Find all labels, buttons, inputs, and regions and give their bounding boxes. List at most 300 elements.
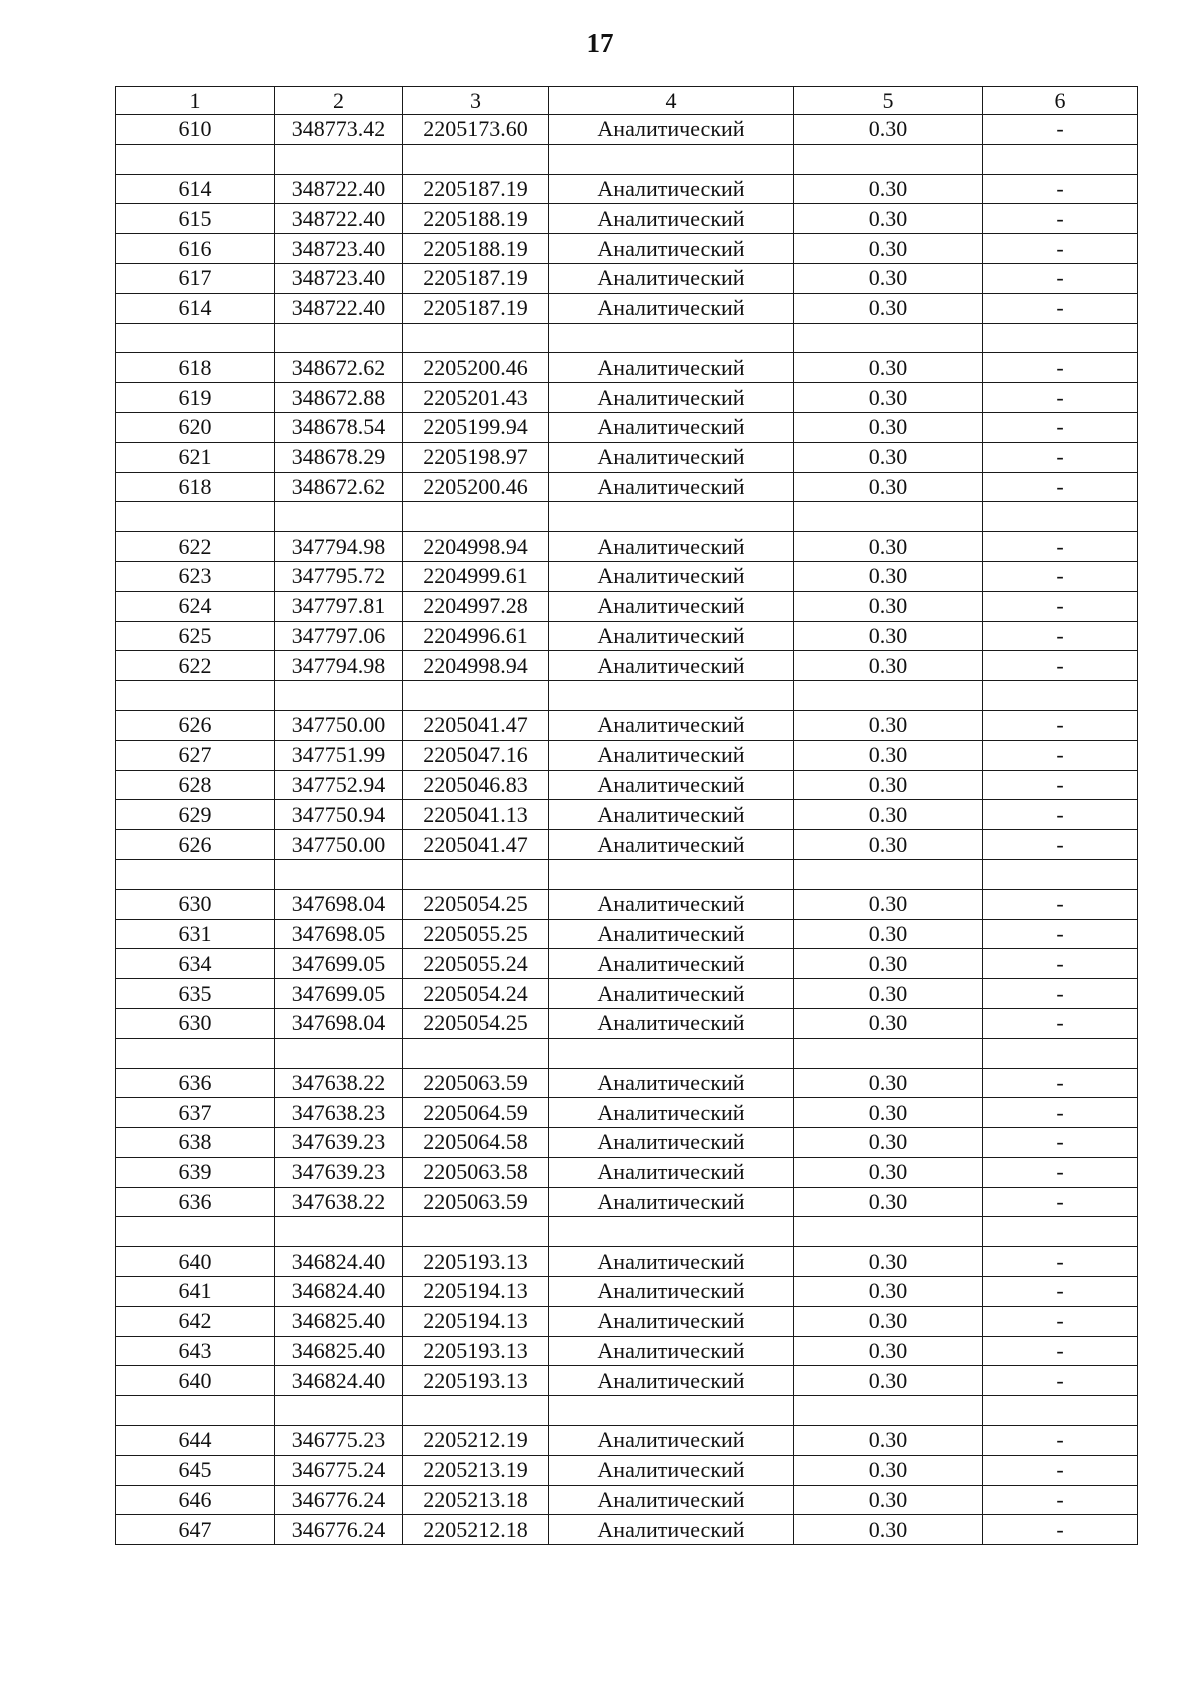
- cell-accuracy: 0.30: [794, 1128, 983, 1158]
- cell-note: -: [983, 412, 1138, 442]
- cell-method: Аналитический: [549, 263, 794, 293]
- cell-x-coordinate: 347699.05: [275, 979, 403, 1009]
- cell-note: [983, 859, 1138, 889]
- cell-x-coordinate: 346776.24: [275, 1485, 403, 1515]
- table-row: [116, 1277, 1138, 1307]
- cell-accuracy: 0.30: [794, 1336, 983, 1366]
- cell-accuracy: [794, 1038, 983, 1068]
- cell-point-number: 619: [116, 383, 275, 413]
- cell-accuracy: 0.30: [794, 293, 983, 323]
- table-row: [116, 1485, 1138, 1515]
- cell-accuracy: [794, 681, 983, 711]
- cell-note: -: [983, 800, 1138, 830]
- cell-note: [983, 323, 1138, 353]
- cell-accuracy: 0.30: [794, 353, 983, 383]
- cell-point-number: 621: [116, 442, 275, 472]
- cell-method: Аналитический: [549, 1098, 794, 1128]
- cell-accuracy: 0.30: [794, 621, 983, 651]
- table-row: [116, 532, 1138, 562]
- cell-note: -: [983, 979, 1138, 1009]
- cell-y-coordinate: 2204996.61: [403, 621, 549, 651]
- cell-point-number: 637: [116, 1098, 275, 1128]
- cell-x-coordinate: 347751.99: [275, 740, 403, 770]
- table-spacer-row: [116, 1038, 1138, 1068]
- cell-point-number: 622: [116, 651, 275, 681]
- cell-method: Аналитический: [549, 1187, 794, 1217]
- table-spacer-row: [116, 144, 1138, 174]
- cell-x-coordinate: 347699.05: [275, 949, 403, 979]
- cell-x-coordinate: 347638.22: [275, 1068, 403, 1098]
- cell-x-coordinate: 347698.04: [275, 1008, 403, 1038]
- table-row: [116, 740, 1138, 770]
- cell-point-number: 641: [116, 1277, 275, 1307]
- cell-method: Аналитический: [549, 383, 794, 413]
- cell-accuracy: 0.30: [794, 591, 983, 621]
- table-row: [116, 561, 1138, 591]
- page-number: 17: [586, 28, 614, 58]
- cell-y-coordinate: 2204997.28: [403, 591, 549, 621]
- header-cell-6: 6: [983, 87, 1138, 115]
- cell-x-coordinate: 348678.54: [275, 412, 403, 442]
- table-spacer-row: [116, 859, 1138, 889]
- cell-point-number: 610: [116, 115, 275, 145]
- cell-y-coordinate: 2205193.13: [403, 1336, 549, 1366]
- cell-y-coordinate: [403, 323, 549, 353]
- cell-note: -: [983, 1306, 1138, 1336]
- cell-accuracy: 0.30: [794, 383, 983, 413]
- cell-y-coordinate: 2205212.19: [403, 1426, 549, 1456]
- cell-note: -: [983, 1008, 1138, 1038]
- cell-y-coordinate: 2205194.13: [403, 1277, 549, 1307]
- cell-accuracy: 0.30: [794, 1306, 983, 1336]
- cell-y-coordinate: 2205213.18: [403, 1485, 549, 1515]
- cell-accuracy: 0.30: [794, 1366, 983, 1396]
- cell-accuracy: [794, 1217, 983, 1247]
- cell-x-coordinate: 347750.00: [275, 830, 403, 860]
- header-cell-4: 4: [549, 87, 794, 115]
- cell-x-coordinate: [275, 681, 403, 711]
- cell-y-coordinate: 2205199.94: [403, 412, 549, 442]
- cell-point-number: 631: [116, 919, 275, 949]
- cell-accuracy: 0.30: [794, 263, 983, 293]
- cell-x-coordinate: 347794.98: [275, 651, 403, 681]
- cell-y-coordinate: 2205188.19: [403, 234, 549, 264]
- cell-method: Аналитический: [549, 442, 794, 472]
- cell-accuracy: 0.30: [794, 1426, 983, 1456]
- cell-y-coordinate: 2205193.13: [403, 1366, 549, 1396]
- cell-point-number: [116, 323, 275, 353]
- cell-point-number: 647: [116, 1515, 275, 1545]
- cell-accuracy: 0.30: [794, 1277, 983, 1307]
- cell-accuracy: 0.30: [794, 651, 983, 681]
- cell-method: Аналитический: [549, 979, 794, 1009]
- cell-accuracy: 0.30: [794, 979, 983, 1009]
- cell-note: -: [983, 621, 1138, 651]
- cell-accuracy: 0.30: [794, 412, 983, 442]
- cell-point-number: 614: [116, 174, 275, 204]
- cell-accuracy: 0.30: [794, 442, 983, 472]
- cell-y-coordinate: [403, 1038, 549, 1068]
- cell-accuracy: 0.30: [794, 919, 983, 949]
- cell-note: -: [983, 472, 1138, 502]
- cell-method: Аналитический: [549, 1247, 794, 1277]
- cell-accuracy: 0.30: [794, 949, 983, 979]
- cell-method: Аналитический: [549, 740, 794, 770]
- cell-accuracy: 0.30: [794, 889, 983, 919]
- cell-note: -: [983, 1277, 1138, 1307]
- cell-y-coordinate: [403, 681, 549, 711]
- table-row: [116, 889, 1138, 919]
- cell-x-coordinate: [275, 859, 403, 889]
- header-cell-2: 2: [275, 87, 403, 115]
- cell-x-coordinate: 347795.72: [275, 561, 403, 591]
- cell-y-coordinate: 2205200.46: [403, 472, 549, 502]
- table-row: [116, 174, 1138, 204]
- table-row: [116, 1098, 1138, 1128]
- table-row: [116, 1515, 1138, 1545]
- cell-note: [983, 1038, 1138, 1068]
- table-row: [116, 1068, 1138, 1098]
- cell-x-coordinate: 346824.40: [275, 1247, 403, 1277]
- cell-x-coordinate: 346825.40: [275, 1306, 403, 1336]
- cell-y-coordinate: [403, 502, 549, 532]
- cell-point-number: 646: [116, 1485, 275, 1515]
- cell-y-coordinate: 2205187.19: [403, 263, 549, 293]
- cell-point-number: 636: [116, 1187, 275, 1217]
- cell-method: [549, 323, 794, 353]
- cell-method: Аналитический: [549, 1485, 794, 1515]
- cell-x-coordinate: 347797.06: [275, 621, 403, 651]
- cell-y-coordinate: 2205063.59: [403, 1187, 549, 1217]
- table-row: [116, 1426, 1138, 1456]
- cell-y-coordinate: 2205063.58: [403, 1157, 549, 1187]
- cell-method: [549, 144, 794, 174]
- cell-method: Аналитический: [549, 234, 794, 264]
- cell-point-number: [116, 1396, 275, 1426]
- cell-point-number: [116, 144, 275, 174]
- cell-method: Аналитический: [549, 561, 794, 591]
- cell-note: -: [983, 1485, 1138, 1515]
- cell-note: -: [983, 293, 1138, 323]
- cell-x-coordinate: [275, 502, 403, 532]
- table-row: [116, 1366, 1138, 1396]
- cell-y-coordinate: 2205201.43: [403, 383, 549, 413]
- cell-accuracy: 0.30: [794, 1098, 983, 1128]
- cell-note: -: [983, 532, 1138, 562]
- cell-x-coordinate: 347639.23: [275, 1157, 403, 1187]
- cell-point-number: 620: [116, 412, 275, 442]
- cell-point-number: 622: [116, 532, 275, 562]
- cell-point-number: 629: [116, 800, 275, 830]
- cell-point-number: 643: [116, 1336, 275, 1366]
- cell-method: Аналитический: [549, 1426, 794, 1456]
- cell-point-number: [116, 502, 275, 532]
- table-row: [116, 263, 1138, 293]
- cell-method: Аналитический: [549, 949, 794, 979]
- cell-point-number: 617: [116, 263, 275, 293]
- cell-accuracy: 0.30: [794, 1455, 983, 1485]
- cell-point-number: 618: [116, 472, 275, 502]
- header-cell-3: 3: [403, 87, 549, 115]
- cell-note: -: [983, 1098, 1138, 1128]
- table-row: [116, 204, 1138, 234]
- table-row: [116, 1306, 1138, 1336]
- cell-method: [549, 1396, 794, 1426]
- cell-note: -: [983, 919, 1138, 949]
- cell-method: [549, 681, 794, 711]
- cell-accuracy: 0.30: [794, 1247, 983, 1277]
- cell-y-coordinate: 2205064.58: [403, 1128, 549, 1158]
- cell-point-number: 616: [116, 234, 275, 264]
- table-row: [116, 472, 1138, 502]
- cell-note: -: [983, 1426, 1138, 1456]
- cell-x-coordinate: 348773.42: [275, 115, 403, 145]
- cell-method: Аналитический: [549, 1128, 794, 1158]
- cell-x-coordinate: 346775.23: [275, 1426, 403, 1456]
- cell-note: -: [983, 204, 1138, 234]
- cell-method: Аналитический: [549, 174, 794, 204]
- cell-method: Аналитический: [549, 591, 794, 621]
- cell-note: -: [983, 830, 1138, 860]
- table-spacer-row: [116, 1217, 1138, 1247]
- cell-point-number: [116, 1038, 275, 1068]
- header-cell-5: 5: [794, 87, 983, 115]
- table-spacer-row: [116, 323, 1138, 353]
- cell-point-number: 636: [116, 1068, 275, 1098]
- cell-y-coordinate: 2205212.18: [403, 1515, 549, 1545]
- cell-method: Аналитический: [549, 472, 794, 502]
- cell-y-coordinate: 2205041.13: [403, 800, 549, 830]
- cell-note: -: [983, 1336, 1138, 1366]
- cell-note: -: [983, 740, 1138, 770]
- cell-method: Аналитический: [549, 621, 794, 651]
- table-row: [116, 353, 1138, 383]
- cell-point-number: 623: [116, 561, 275, 591]
- cell-accuracy: 0.30: [794, 800, 983, 830]
- cell-method: Аналитический: [549, 1455, 794, 1485]
- cell-accuracy: 0.30: [794, 1187, 983, 1217]
- cell-point-number: 640: [116, 1247, 275, 1277]
- cell-accuracy: 0.30: [794, 1515, 983, 1545]
- table-row: [116, 1128, 1138, 1158]
- cell-point-number: 627: [116, 740, 275, 770]
- cell-note: -: [983, 710, 1138, 740]
- cell-note: -: [983, 1515, 1138, 1545]
- cell-note: -: [983, 1247, 1138, 1277]
- cell-y-coordinate: 2205187.19: [403, 293, 549, 323]
- cell-point-number: 645: [116, 1455, 275, 1485]
- cell-method: [549, 859, 794, 889]
- cell-point-number: [116, 1217, 275, 1247]
- cell-point-number: 625: [116, 621, 275, 651]
- cell-x-coordinate: 346825.40: [275, 1336, 403, 1366]
- cell-note: -: [983, 234, 1138, 264]
- cell-x-coordinate: [275, 1396, 403, 1426]
- cell-y-coordinate: [403, 859, 549, 889]
- cell-note: -: [983, 1187, 1138, 1217]
- cell-y-coordinate: 2205041.47: [403, 830, 549, 860]
- cell-method: Аналитический: [549, 293, 794, 323]
- cell-x-coordinate: [275, 323, 403, 353]
- cell-point-number: 624: [116, 591, 275, 621]
- table-row: [116, 383, 1138, 413]
- cell-note: -: [983, 1157, 1138, 1187]
- cell-x-coordinate: 348722.40: [275, 174, 403, 204]
- cell-y-coordinate: 2205054.25: [403, 1008, 549, 1038]
- cell-note: -: [983, 651, 1138, 681]
- cell-y-coordinate: 2205054.25: [403, 889, 549, 919]
- cell-x-coordinate: 347752.94: [275, 770, 403, 800]
- cell-y-coordinate: 2205054.24: [403, 979, 549, 1009]
- cell-method: [549, 502, 794, 532]
- cell-accuracy: 0.30: [794, 115, 983, 145]
- table-row: [116, 949, 1138, 979]
- cell-x-coordinate: 346824.40: [275, 1277, 403, 1307]
- cell-y-coordinate: [403, 1217, 549, 1247]
- cell-note: -: [983, 1455, 1138, 1485]
- cell-point-number: 635: [116, 979, 275, 1009]
- cell-accuracy: [794, 859, 983, 889]
- cell-point-number: 615: [116, 204, 275, 234]
- cell-note: -: [983, 949, 1138, 979]
- cell-accuracy: 0.30: [794, 1068, 983, 1098]
- cell-method: Аналитический: [549, 1515, 794, 1545]
- cell-accuracy: 0.30: [794, 1485, 983, 1515]
- cell-x-coordinate: 348722.40: [275, 293, 403, 323]
- cell-note: -: [983, 263, 1138, 293]
- cell-accuracy: 0.30: [794, 204, 983, 234]
- cell-note: -: [983, 889, 1138, 919]
- cell-y-coordinate: 2205047.16: [403, 740, 549, 770]
- cell-x-coordinate: 347698.05: [275, 919, 403, 949]
- cell-method: Аналитический: [549, 770, 794, 800]
- cell-x-coordinate: 347698.04: [275, 889, 403, 919]
- cell-y-coordinate: 2205055.24: [403, 949, 549, 979]
- cell-accuracy: 0.30: [794, 1157, 983, 1187]
- cell-point-number: [116, 859, 275, 889]
- table-row: [116, 979, 1138, 1009]
- table-row: [116, 1336, 1138, 1366]
- cell-method: [549, 1217, 794, 1247]
- table-row: [116, 621, 1138, 651]
- cell-method: Аналитический: [549, 204, 794, 234]
- table-row: [116, 710, 1138, 740]
- cell-point-number: 628: [116, 770, 275, 800]
- cell-accuracy: 0.30: [794, 1008, 983, 1038]
- cell-accuracy: 0.30: [794, 561, 983, 591]
- table-row: [116, 770, 1138, 800]
- cell-note: -: [983, 353, 1138, 383]
- cell-point-number: 642: [116, 1306, 275, 1336]
- cell-x-coordinate: 348678.29: [275, 442, 403, 472]
- cell-method: Аналитический: [549, 1008, 794, 1038]
- cell-y-coordinate: 2204998.94: [403, 651, 549, 681]
- cell-x-coordinate: 348722.40: [275, 204, 403, 234]
- cell-y-coordinate: 2204999.61: [403, 561, 549, 591]
- cell-point-number: 618: [116, 353, 275, 383]
- cell-method: Аналитический: [549, 1157, 794, 1187]
- cell-note: -: [983, 561, 1138, 591]
- cell-x-coordinate: 348672.62: [275, 472, 403, 502]
- table-header: [116, 87, 1138, 115]
- table-row: [116, 412, 1138, 442]
- cell-note: [983, 502, 1138, 532]
- cell-point-number: 634: [116, 949, 275, 979]
- cell-accuracy: 0.30: [794, 830, 983, 860]
- cell-method: Аналитический: [549, 1306, 794, 1336]
- cell-method: Аналитический: [549, 1068, 794, 1098]
- cell-point-number: 638: [116, 1128, 275, 1158]
- table-row: [116, 1157, 1138, 1187]
- cell-y-coordinate: 2205198.97: [403, 442, 549, 472]
- table-spacer-row: [116, 681, 1138, 711]
- cell-method: Аналитический: [549, 919, 794, 949]
- cell-accuracy: [794, 323, 983, 353]
- cell-note: -: [983, 1068, 1138, 1098]
- cell-y-coordinate: 2205213.19: [403, 1455, 549, 1485]
- cell-x-coordinate: 348672.88: [275, 383, 403, 413]
- cell-note: [983, 144, 1138, 174]
- table-row: [116, 800, 1138, 830]
- cell-x-coordinate: 348723.40: [275, 234, 403, 264]
- table-row: [116, 442, 1138, 472]
- table-row: [116, 591, 1138, 621]
- cell-x-coordinate: 346776.24: [275, 1515, 403, 1545]
- table-row: [116, 1247, 1138, 1277]
- cell-accuracy: [794, 502, 983, 532]
- cell-note: -: [983, 591, 1138, 621]
- table-row: [116, 919, 1138, 949]
- cell-accuracy: 0.30: [794, 740, 983, 770]
- header-row: [116, 87, 1138, 115]
- cell-method: Аналитический: [549, 1277, 794, 1307]
- cell-x-coordinate: 347797.81: [275, 591, 403, 621]
- cell-x-coordinate: [275, 1038, 403, 1068]
- cell-method: Аналитический: [549, 353, 794, 383]
- cell-accuracy: 0.30: [794, 710, 983, 740]
- cell-y-coordinate: 2205194.13: [403, 1306, 549, 1336]
- cell-point-number: 639: [116, 1157, 275, 1187]
- cell-x-coordinate: 348672.62: [275, 353, 403, 383]
- cell-method: Аналитический: [549, 1366, 794, 1396]
- cell-note: [983, 1217, 1138, 1247]
- cell-method: Аналитический: [549, 651, 794, 681]
- cell-y-coordinate: [403, 144, 549, 174]
- cell-y-coordinate: 2205041.47: [403, 710, 549, 740]
- cell-accuracy: 0.30: [794, 234, 983, 264]
- cell-x-coordinate: 346775.24: [275, 1455, 403, 1485]
- cell-accuracy: [794, 1396, 983, 1426]
- cell-method: Аналитический: [549, 800, 794, 830]
- cell-y-coordinate: 2205200.46: [403, 353, 549, 383]
- table-row: [116, 651, 1138, 681]
- cell-method: Аналитический: [549, 830, 794, 860]
- table-spacer-row: [116, 1396, 1138, 1426]
- table-row: [116, 830, 1138, 860]
- cell-y-coordinate: 2205193.13: [403, 1247, 549, 1277]
- cell-accuracy: 0.30: [794, 532, 983, 562]
- header-cell-1: 1: [116, 87, 275, 115]
- cell-point-number: 626: [116, 710, 275, 740]
- cell-accuracy: 0.30: [794, 472, 983, 502]
- cell-x-coordinate: 347638.22: [275, 1187, 403, 1217]
- cell-note: -: [983, 383, 1138, 413]
- coordinates-table: [115, 86, 1138, 1545]
- cell-point-number: 644: [116, 1426, 275, 1456]
- table-body: [116, 115, 1138, 1545]
- cell-note: -: [983, 1366, 1138, 1396]
- cell-x-coordinate: 347794.98: [275, 532, 403, 562]
